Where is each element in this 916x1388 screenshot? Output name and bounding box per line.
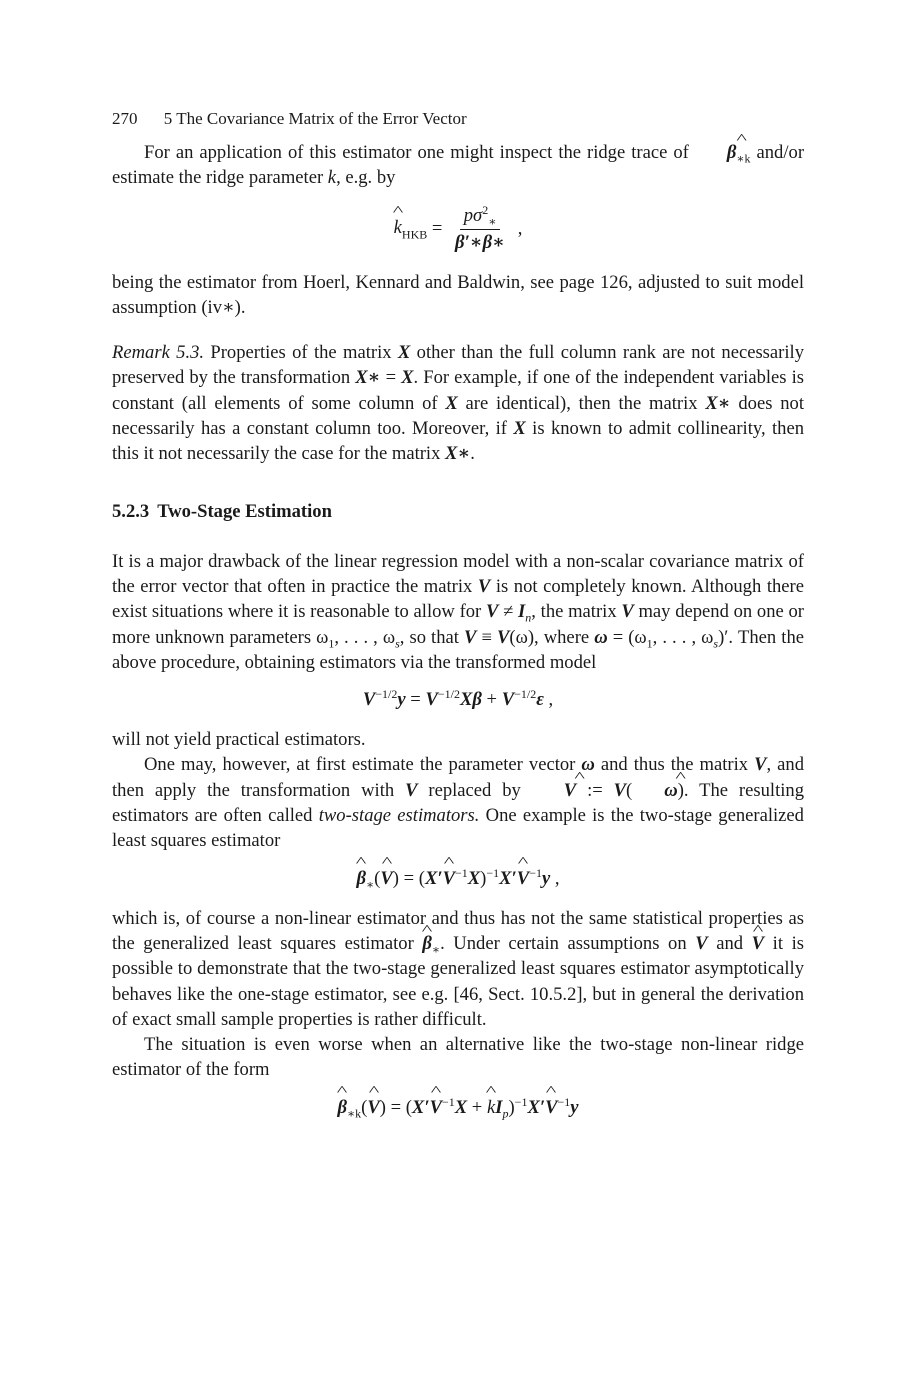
equation-transformed-model: $V^{-1/2}y = V^{-1/2}X\beta + V^{-1/2}\varepsilon$ , — [362, 686, 554, 711]
emphasis-two-stage: two-stage estimators. — [318, 805, 480, 827]
paragraph-nonlinear: which is, of course a non-linear estimator and thus has not the same statistical properties as the generalized least squares estimator ^ $\beta_∗$. Under certain assumptions on V and ^ V it is possible to demonstrate that the two-stage generalized least squares estimator asymptotically behaves like the one-stage estimator, see e.g. [46, Sect. 10.5.2], but in general the derivation of exact small sample properties is rather difficult. — [112, 906, 804, 1032]
section-number: 5.2.3 — [112, 500, 150, 522]
remark-5-3: Remark 5.3. Properties of the matrix X other than the full column rank are not necessarily preserved by the transformation X∗ = X. For example, if one of the independent variables is constant (all elements of some column of X are identical), then the matrix X∗ does not necessarily has a constant column too. Moreover, if X is known to admit collinearity, then this it not necessarily the case for the matrix X∗. — [112, 342, 805, 465]
chapter-title: 5 The Covariance Matrix of the Error Vector — [163, 109, 467, 128]
paragraph-hkb-estimator: being the estimator from Hoerl, Kennard and Baldwin, see page 126, adjusted to suit model assumption (iv∗). — [112, 271, 804, 318]
remark-label: Remark 5.3. — [112, 342, 205, 364]
section-heading — [112, 501, 804, 523]
paragraph-ridge-trace: For an application of this estimator one might inspect the ridge trace of ^ $\beta_{∗k}$ and/or estimate the ridge parameter k, e.g. by — [112, 140, 804, 191]
beta-hat-symbol: ^ β — [695, 140, 737, 165]
paragraph-two-stage: One may, however, at first estimate the parameter vector ω and thus the matrix V, and then apply the transformation with V replaced by ^ V := V(^ ω). The resulting estimators are often called two-stage estimators. One example is the two-stage generalized least squares estimator — [112, 752, 804, 853]
equation-ridge: ^ $\beta_{∗k}(\^{}$ V) = (X′^ $V^{-1}X$ + ^ $kI_p)^{-1}X'\^{}$ $V^{-1}y$ — [112, 1097, 804, 1119]
paragraph-drawback: It is a major drawback of the linear regression model with a non-scalar covariance matrix of the error vector that often in practice the matrix V is not completely known. Although there exist situations where it is reasonable to allow for $V \ne I_n$, the matrix V may depend on one or more unknown parameters $\omega_1$, . . . , $\omega_s$, so that V ≡ V(ω), where $\omega = (\omega_1$, . . . , $\omega_s)'$. Then the above procedure, obtaining estimators via the transformed model — [112, 550, 804, 673]
fraction: $\frac{p\sigma^2_∗}{\beta'∗\beta∗}$ — [455, 202, 506, 253]
page — [112, 104, 804, 1135]
equation-khkb: ^ $k_{HKB}$ = $\frac{p\sigma^2_∗}{\beta'∗\beta∗}$ , — [112, 205, 804, 254]
paragraph-not-practical: will not yield practical estimators. — [112, 729, 366, 751]
section-title: Two-Stage Estimation — [157, 500, 332, 522]
equation-two-stage-gls: ^ $\beta_∗(\^{}$ V) = (X′^ $V^{-1}X)^{-1}X'\^{}$ $V^{-1}y$ , — [112, 868, 804, 890]
page-number: 270 — [112, 109, 138, 128]
paragraph-situation-worse: The situation is even worse when an alternative like the two-stage non-linear ridge estimator of the form — [112, 1034, 804, 1081]
